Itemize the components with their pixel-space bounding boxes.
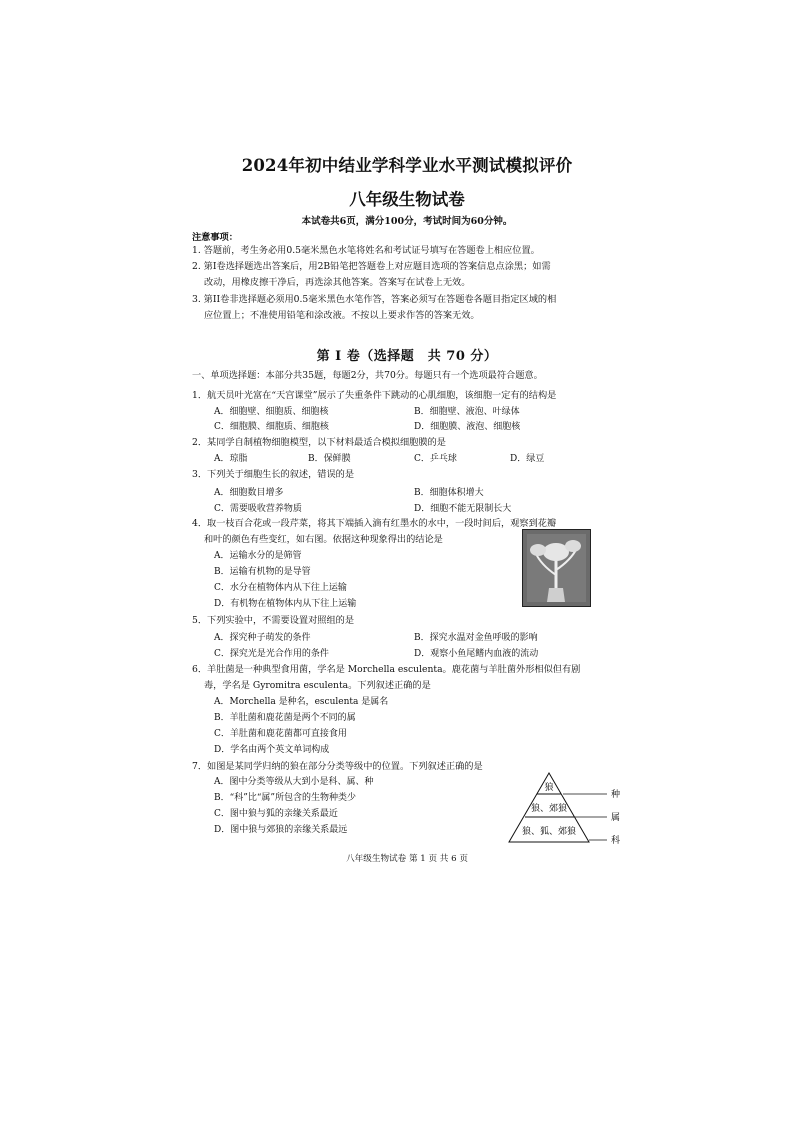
question-4: 4．取一枝百合花或一段芹菜，将其下端插入滴有红墨水的水中，一段时间后，观察到花瓣 [192,518,557,529]
section-intro: 一、单项选择题：本部分共35题，每题2分，共70分。每题只有一个选项最符合题意。 [192,370,543,381]
q4-option-d: D．有机物在植物体内从下往上运输 [214,599,357,609]
flower-illustration [523,530,590,606]
pyramid-level-1: 狼 [544,783,554,793]
q5-option-d: D．观察小鱼尾鳍内血液的流动 [414,649,539,659]
exam-info: 本试卷共6页，满分100分，考试时间为60分钟。 [301,216,513,227]
q2-option-c: C．乒乓球 [414,454,457,464]
pyramid-level-2: 狼、郊狼 [530,804,568,814]
q3-option-b: B．细胞体积增大 [414,488,484,498]
exam-title: 2024年初中结业学科学业水平测试模拟评价 [241,156,573,175]
page-footer: 八年级生物试卷 第 1 页 共 6 页 [346,854,468,864]
q1-option-a: A．细胞壁、细胞质、细胞核 [214,407,329,417]
classification-pyramid [507,770,632,850]
q2-option-d: D．绿豆 [510,454,545,464]
q7-option-a: A．图中分类等级从大到小是科、属、种 [214,777,374,787]
q1-option-b: B．细胞壁、液泡、叶绿体 [414,407,520,417]
pyramid-label-genus: 属 [611,813,621,823]
q4-option-c: C．水分在植物体内从下往上运输 [214,583,347,593]
section-title: 第 I 卷（选择题 共 70 分） [316,349,498,364]
q3-option-c: C．需要吸收营养物质 [214,504,302,514]
q3-option-a: A．细胞数目增多 [214,488,284,498]
q2-option-b: B．保鲜膜 [308,454,351,464]
notice-heading: 注意事项： [192,232,238,243]
notice-item: 1. 答题前，考生务必用0.5毫米黑色水笔将姓名和考试证号填写在答题卷上相应位置。 [192,245,540,256]
q6-option-b: B．羊肚菌和鹿花菌是两个不同的属 [214,713,356,723]
notice-item: 2. 第I卷选择题选出答案后，用2B铅笔把答题卷上对应题目选项的答案信息点涂黑；如需 [192,261,551,272]
question-5: 5．下列实验中，不需要设置对照组的是 [192,615,355,626]
question-6-cont: 毒，学名是 Gyromitra esculenta。下列叙述正确的是 [204,680,431,691]
pyramid-level-3: 狼、狐、郊狼 [521,827,577,837]
exam-subtitle: 八年级生物试卷 [349,190,465,209]
q3-option-d: D．细胞不能无限制长大 [414,504,512,514]
q7-option-d: D．图中狼与郊狼的亲缘关系最远 [214,825,348,835]
q6-option-c: C．羊肚菌和鹿花菌都可直接食用 [214,729,347,739]
pyramid-label-species: 种 [611,790,621,800]
q5-option-a: A．探究种子萌发的条件 [214,633,311,643]
pyramid-label-family: 科 [611,836,621,846]
q5-option-c: C．探究光是光合作用的条件 [214,649,329,659]
q1-option-d: D．细胞膜、液泡、细胞核 [414,422,521,432]
question-4-cont: 和叶的颜色有些变红，如右图。依据这种现象得出的结论是 [204,534,443,545]
question-2: 2．某同学自制植物细胞模型，以下材料最适合模拟细胞膜的是 [192,437,446,448]
q2-option-a: A．琼脂 [214,454,248,464]
notice-item: 应位置上；不准使用铅笔和涂改液。不按以上要求作答的答案无效。 [204,310,480,321]
q6-option-d: D．学名由两个英文单词构成 [214,745,330,755]
q4-option-a: A．运输水分的是筛管 [214,551,302,561]
question-6: 6．羊肚菌是一种典型食用菌，学名是 Morchella esculenta。鹿花菌与羊肚菌外形相似但有剧 [192,664,581,675]
q1-option-c: C．细胞膜、细胞质、细胞核 [214,422,329,432]
q7-option-c: C．图中狼与狐的亲缘关系最近 [214,809,338,819]
q4-option-b: B．运输有机物的是导管 [214,567,311,577]
pyramid-diagram [507,770,632,850]
q5-option-b: B．探究水温对金鱼呼吸的影响 [414,633,538,643]
q6-option-a: A．Morchella 是种名，esculenta 是属名 [214,697,389,707]
question-7: 7．如图是某同学归纳的狼在部分分类等级中的位置。下列叙述正确的是 [192,761,483,772]
notice-item: 改动，用橡皮擦干净后，再选涂其他答案。答案写在试卷上无效。 [204,277,471,288]
flower-photo [522,529,591,607]
question-1: 1．航天员叶光富在“天宫课堂”展示了失重条件下跳动的心肌细胞，该细胞一定有的结构是 [192,390,557,401]
notice-item: 3. 第II卷非选择题必须用0.5毫米黑色水笔作答，答案必须写在答题卷各题目指定区域的相 [192,294,557,305]
q7-option-b: B．“科”比“属”所包含的生物种类少 [214,793,357,803]
question-3: 3．下列关于细胞生长的叙述，错误的是 [192,469,355,480]
